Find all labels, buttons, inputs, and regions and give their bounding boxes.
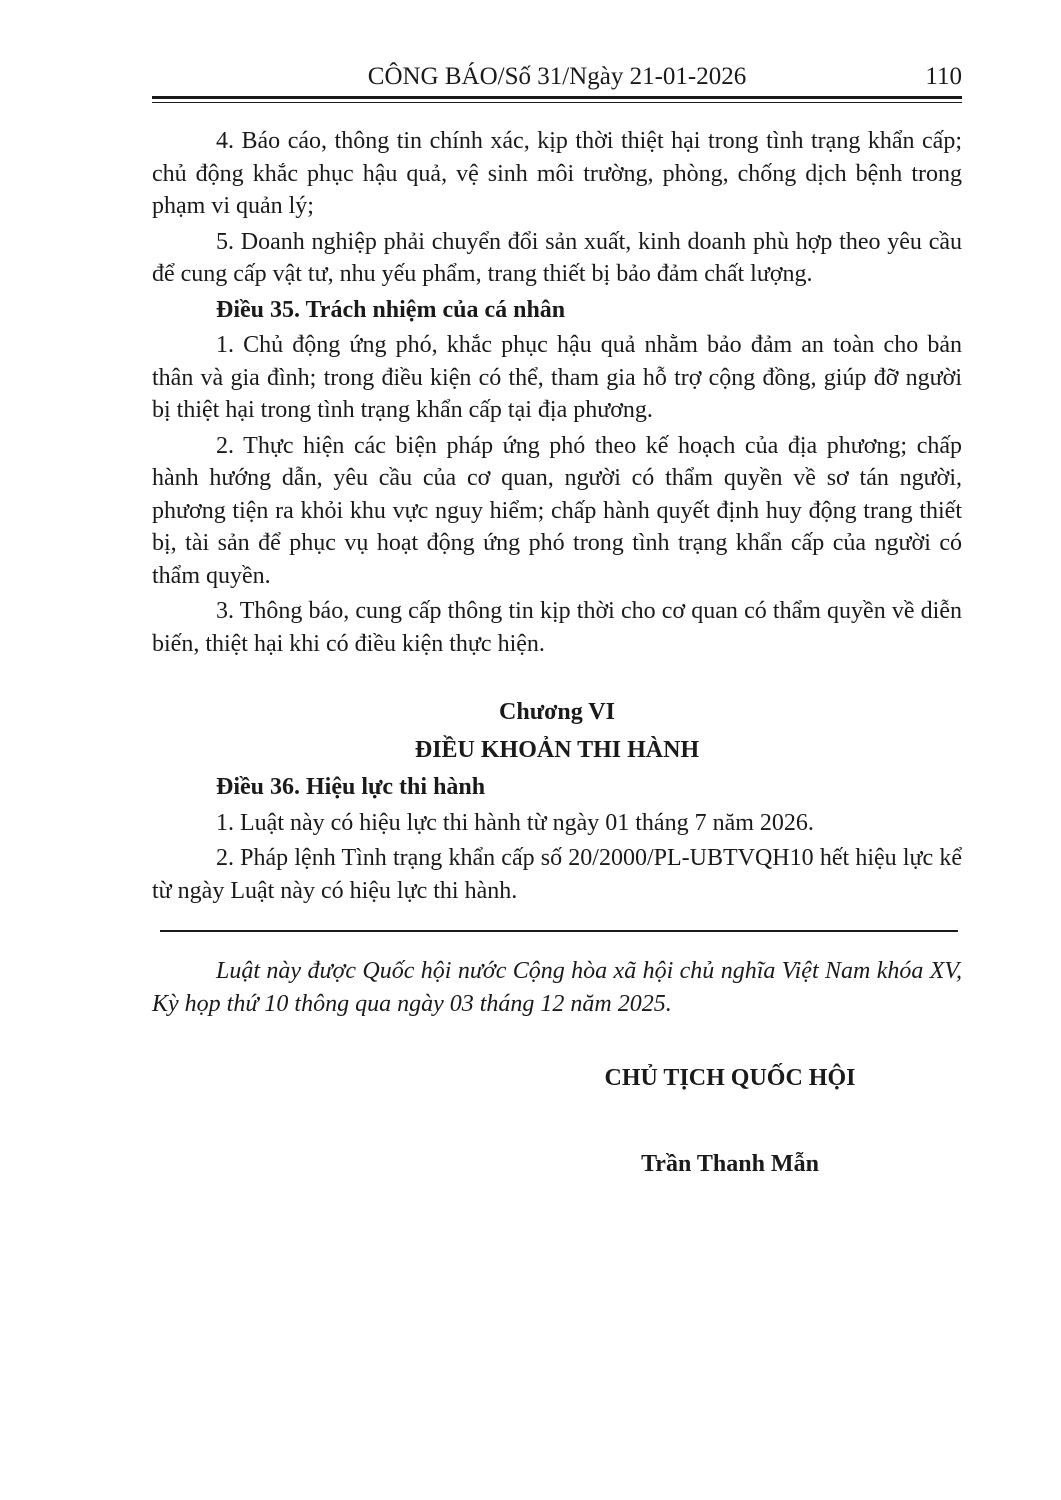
chapter-label: Chương VI xyxy=(499,699,615,725)
clause-paragraph: 5. Doanh nghiệp phải chuyển đổi sản xuất, kinh doanh phù hợp theo yêu cầu để cung cấp vật tư, nhu yếu phẩm, trang thiết bị bảo đảm chất lượng. xyxy=(152,228,962,287)
header-rule-thin xyxy=(152,102,962,103)
end-separator-rule xyxy=(160,930,958,932)
gazette-title: CÔNG BÁO/Số 31/Ngày 21-01-2026 xyxy=(367,63,747,90)
clause-paragraph: 4. Báo cáo, thông tin chính xác, kịp thời thiệt hại trong tình trạng khẩn cấp; chủ động khắc phục hậu quả, vệ sinh môi trường, phòng, chống dịch bệnh trong phạm vi quản lý; xyxy=(152,128,962,219)
page-header xyxy=(152,60,962,94)
signer-name: Trần Thanh Mẫn xyxy=(641,1151,819,1177)
header-rule-thick xyxy=(152,96,962,99)
clause-paragraph: 1. Luật này có hiệu lực thi hành từ ngày 01 tháng 7 năm 2026. xyxy=(216,809,814,836)
page-number: 110 xyxy=(925,63,962,90)
article-35-heading: Điều 35. Trách nhiệm của cá nhân xyxy=(216,296,566,323)
article-36-heading: Điều 36. Hiệu lực thi hành xyxy=(216,774,486,800)
document-body xyxy=(152,125,962,910)
clause-paragraph: 1. Chủ động ứng phó, khắc phục hậu quả nhằm bảo đảm an toàn cho bản thân và gia đình; trong điều kiện có thể, tham gia hỗ trợ cộng đồng, giúp đỡ người bị thiệt hại trong tình trạng khẩn cấp tại địa phương. xyxy=(152,332,962,423)
adoption-statement: Luật này được Quốc hội nước Cộng hòa xã hội chủ nghĩa Việt Nam khóa XV, Kỳ họp thứ 10 thông qua ngày 03 tháng 12 năm 2025. xyxy=(152,958,962,1017)
clause-paragraph: 3. Thông báo, cung cấp thông tin kịp thời cho cơ quan có thẩm quyền về diễn biến, thiệt hại khi có điều kiện thực hiện. xyxy=(152,598,962,657)
signer-title: CHỦ TỊCH QUỐC HỘI xyxy=(604,1065,856,1091)
chapter-title: ĐIỀU KHOẢN THI HÀNH xyxy=(414,736,700,763)
clause-paragraph: 2. Pháp lệnh Tình trạng khẩn cấp số 20/2000/PL-UBTVQH10 hết hiệu lực kể từ ngày Luật này có hiệu lực thi hành. xyxy=(152,845,962,904)
clause-paragraph: 2. Thực hiện các biện pháp ứng phó theo kế hoạch của địa phương; chấp hành hướng dẫn, yêu cầu của cơ quan, người có thẩm quyền về sơ tán người, phương tiện ra khỏi khu vực nguy hiểm; chấp hành quyết định huy động trang thiết bị, tài sản để phục vụ hoạt động ứng phó trong tình trạng khẩn cấp của người có thẩm quyền. xyxy=(152,432,962,589)
